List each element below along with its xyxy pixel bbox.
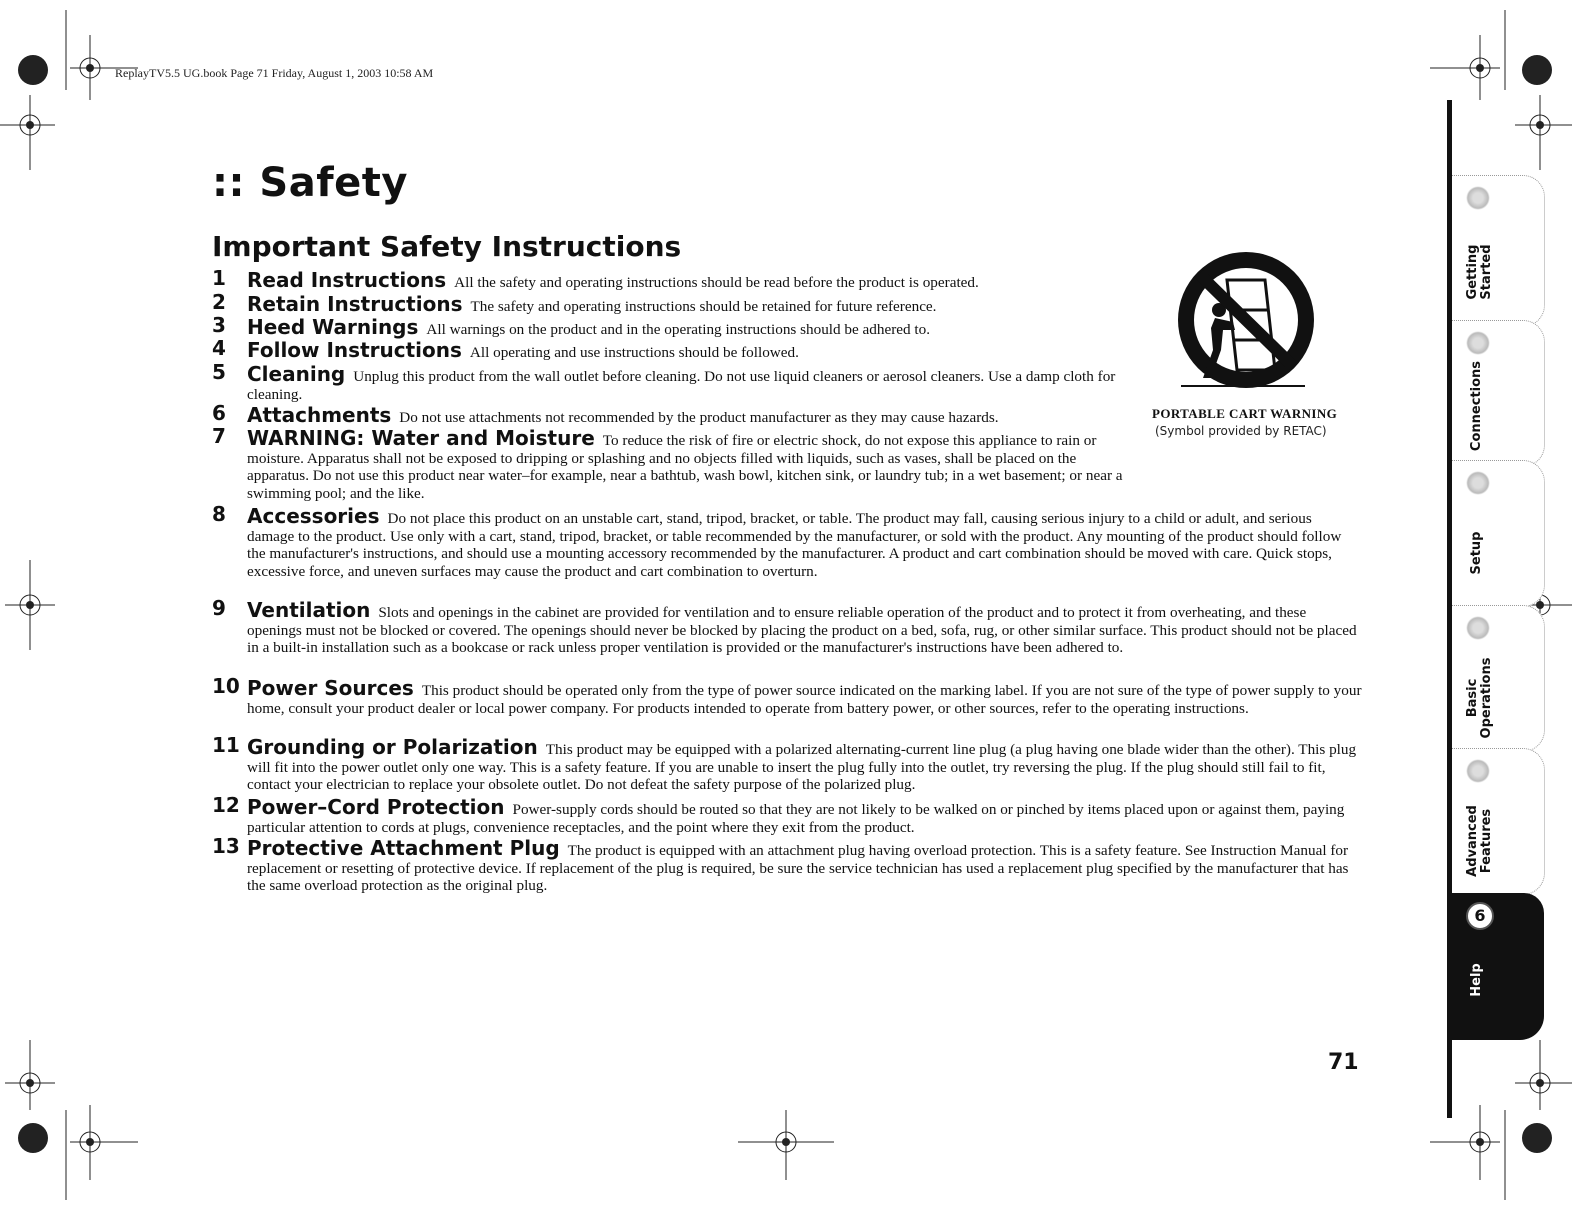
- tab-label-line: Features: [1479, 808, 1494, 874]
- item-text: Slots and openings in the cabinet are provided for ventilation and to ensure reliable operation of the product and to protect it from overheating, and these openings must not be blocked or covered. The openings should never be blocked by placing the product on a bed, sofa, rug, or other similar surface. This product should not be placed in a built-in installation such as a bookcase or rack unless proper ventilation is provided or the manufacturer's instructions have been adhered to.: [247, 604, 1357, 656]
- tab-dot-icon: [1466, 759, 1490, 783]
- item-title: Retain Instructions: [247, 292, 463, 316]
- item-text: All the safety and operating instructions should be read before the product is operated.: [454, 274, 979, 291]
- item-number: 5: [212, 360, 226, 384]
- item-text: To reduce the risk of fire or electric shock, do not expose this appliance to rain or moisture. Apparatus shall not be exposed to dripping or splashing and no objects filled with liquids, such as vases, shall be placed on the apparatus. Do not use this product near water–for example, near a bathtub, wash bowl, kitchen sink, or laundry tub; in a wet basement; or near a swimming pool; and the like.: [247, 432, 1123, 502]
- tab-setup[interactable]: [1452, 460, 1545, 607]
- tab-dot-icon: [1466, 186, 1490, 210]
- item-text: Unplug this product from the wall outlet before cleaning. Do not use liquid cleaners or aerosol cleaners. Use a damp cloth for cleaning.: [247, 368, 1116, 403]
- page-number: 71: [1328, 1050, 1359, 1075]
- list-item: [212, 674, 1362, 717]
- chapter-badge: 6: [1466, 902, 1494, 930]
- item-number: 11: [212, 733, 240, 757]
- item-number: 7: [212, 424, 226, 448]
- list-item: [212, 793, 1362, 836]
- tab-label-line: Basic: [1465, 678, 1480, 718]
- item-title: Accessories: [247, 504, 380, 528]
- list-item: [212, 834, 1362, 895]
- item-title: Power Sources: [247, 676, 414, 700]
- tab-label-line: Operations: [1479, 657, 1494, 739]
- item-number: 6: [212, 401, 226, 425]
- print-header: ReplayTV5.5 UG.book Page 71 Friday, August 1, 2003 10:58 AM: [115, 66, 434, 80]
- item-title: Protective Attachment Plug: [247, 836, 560, 860]
- list-item: [212, 360, 1127, 403]
- item-text: This product may be equipped with a polarized alternating-current line plug (a plug having one blade wider than the other). This plug will fit into the power outlet only one way. This is a safety feature. If you are unable to insert the plug fully into the outlet, try reversing the plug. If the plug should still fail to fit, contact your electrician to replace your obsolete outlet. Do not defeat the safety purpose of the polarized plug.: [247, 741, 1357, 793]
- item-text: The product is equipped with an attachment plug having overload protection. This is a safety feature. See Instruction Manual for replacement or resetting of protective device. If replacement of the plug is required, be sure the service technician has used a replacement plug specified by the manufacturer that has the same overload protection as the original plug.: [247, 842, 1349, 894]
- tab-getting-started[interactable]: [1452, 175, 1545, 327]
- item-number: 3: [212, 313, 226, 337]
- list-item: [212, 401, 1127, 427]
- portable-cart-warning-icon: [1175, 250, 1325, 395]
- tab-dot-icon: [1466, 616, 1490, 640]
- tab-basic-operations[interactable]: [1452, 605, 1545, 752]
- item-number: 1: [212, 266, 226, 290]
- item-number: 2: [212, 290, 226, 314]
- item-text: Do not place this product on an unstable cart, stand, tripod, bracket, or table. The product may fall, causing serious injury to a child or adult, and serious damage to the product. Use only with a cart, stand, tripod, bracket, or table recommended by the manufacturer, or sold with the product. Any mounting of the product should follow the manufacturer's instructions, and should use a mounting accessory recommended by the manufacturer. A product and cart combination should be moved with care. Quick stops, excessive force, and uneven surfaces may cause the product and cart combination to overturn.: [247, 510, 1342, 580]
- item-title: Heed Warnings: [247, 315, 419, 339]
- item-title: Follow Instructions: [247, 338, 462, 362]
- item-number: 10: [212, 674, 240, 698]
- tab-label: Connections: [1469, 360, 1484, 452]
- item-text: All warnings on the product and in the operating instructions should be adhered to.: [426, 321, 931, 338]
- list-item: [212, 502, 1362, 580]
- item-title: Grounding or Polarization: [247, 735, 538, 759]
- item-title: Attachments: [247, 403, 392, 427]
- tab-label-line: Getting: [1465, 244, 1480, 300]
- item-title: Read Instructions: [247, 268, 447, 292]
- tab-label: Help: [1469, 963, 1484, 997]
- list-item: [212, 424, 1362, 502]
- item-text: The safety and operating instructions should be retained for future reference.: [470, 298, 937, 315]
- tab-connections[interactable]: [1452, 320, 1545, 467]
- item-number: 8: [212, 502, 226, 526]
- item-title: Ventilation: [247, 598, 371, 622]
- item-text: All operating and use instructions should be followed.: [469, 344, 799, 361]
- item-text: Power-supply cords should be routed so that they are not likely to be walked on or pinched by items placed upon or against them, paying particular attention to cords at plugs, convenience receptacles, and the point where they exit from the product.: [247, 801, 1345, 836]
- cart-warning-credit: (Symbol provided by RETAC): [1155, 424, 1327, 438]
- tab-label: Setup: [1469, 531, 1484, 575]
- item-number: 4: [212, 336, 226, 360]
- tab-help[interactable]: [1452, 893, 1544, 1040]
- tab-label-line: Started: [1479, 244, 1494, 300]
- list-item: [212, 733, 1362, 794]
- item-number: 9: [212, 596, 226, 620]
- tab-advanced-features[interactable]: [1452, 748, 1545, 895]
- section-heading: Important Safety Instructions: [212, 230, 682, 263]
- tab-dot-icon: [1466, 471, 1490, 495]
- item-text: This product should be operated only from the type of power source indicated on the marking label. If you are not sure of the type of power supply to your home, consult your product dealer or local power company. For products intended to operate from battery power, or other sources, refer to the operating instructions.: [247, 682, 1362, 717]
- item-title: Power–Cord Protection: [247, 795, 505, 819]
- item-number: 12: [212, 793, 240, 817]
- item-number: 13: [212, 834, 240, 858]
- tab-label-line: Advanced: [1465, 805, 1480, 877]
- item-text: Do not use attachments not recommended by the product manufacturer as they may cause hazards.: [399, 409, 999, 426]
- cart-warning-caption: PORTABLE CART WARNING: [1152, 406, 1338, 421]
- list-item: [212, 596, 1362, 657]
- tab-dot-icon: [1466, 331, 1490, 355]
- item-title: WARNING: Water and Moisture: [247, 426, 595, 450]
- item-title: Cleaning: [247, 362, 346, 386]
- page-title: :: Safety: [212, 160, 408, 206]
